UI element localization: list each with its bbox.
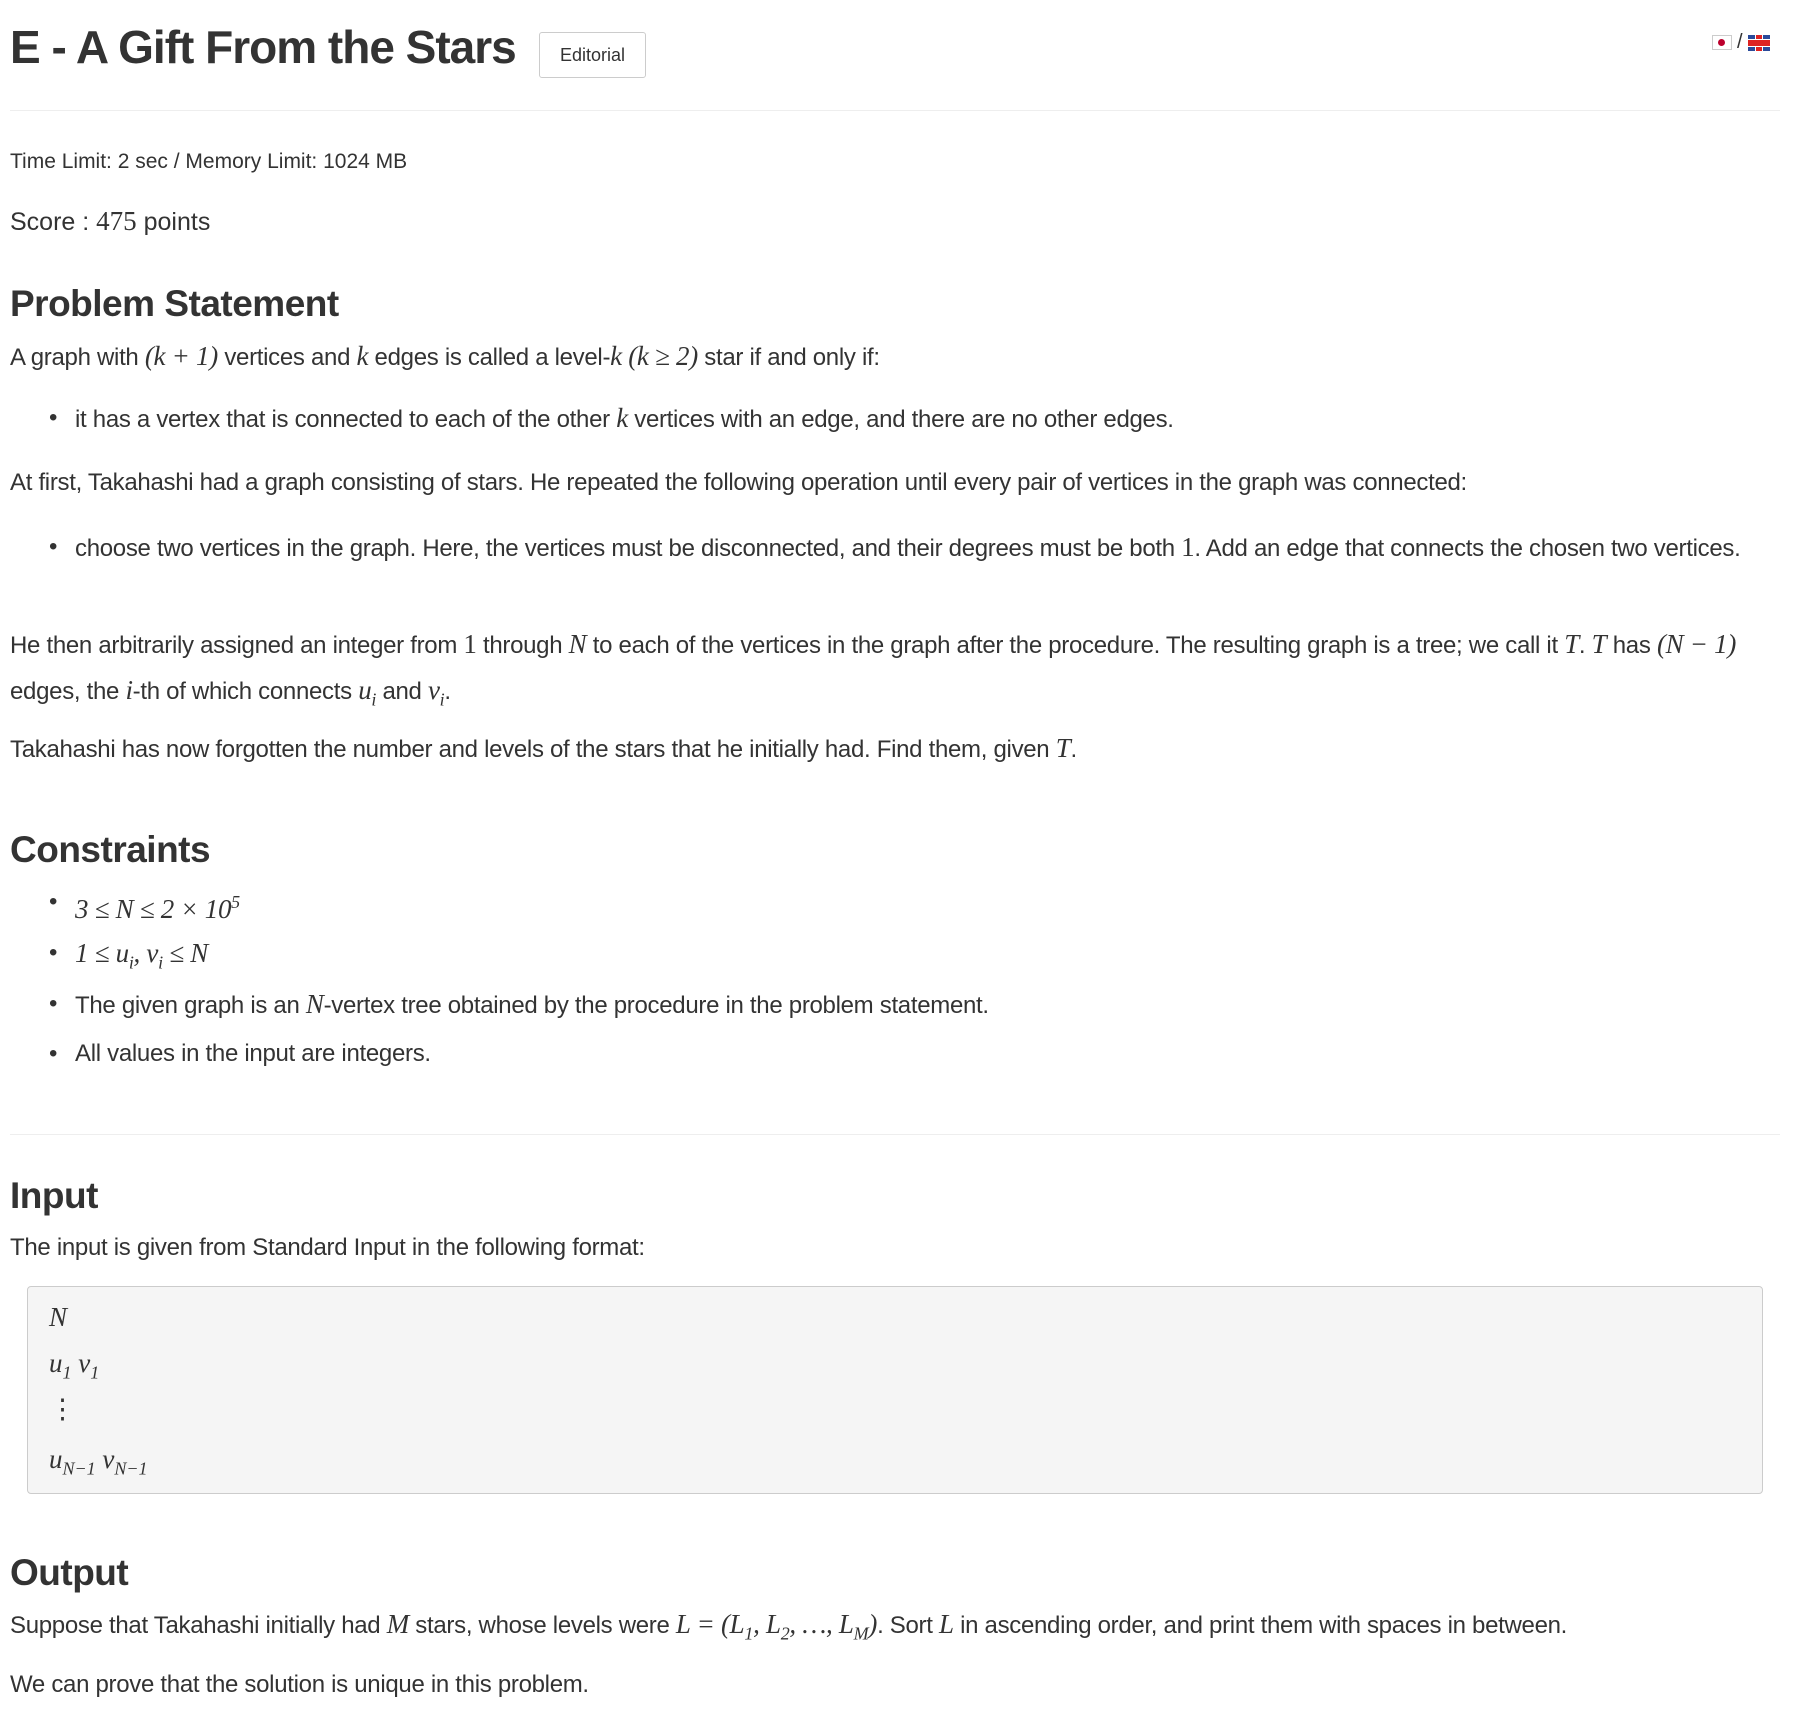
constraint-item xyxy=(49,933,1775,982)
list-item xyxy=(49,398,1775,440)
score-text xyxy=(10,206,210,237)
text-segment xyxy=(409,1612,676,1639)
text-segment xyxy=(324,992,989,1019)
segment-text: T xyxy=(1591,629,1607,659)
segment-text: 3 ≤ N ≤ 2 × 10 xyxy=(75,894,232,924)
segment-text: choose two vertices in the graph. Here, the vertices must be disconnected, and their degrees must be both xyxy=(75,535,1182,562)
subscript: N−1 xyxy=(114,1458,148,1479)
segment-text: k xyxy=(616,403,628,433)
input-heading: Input xyxy=(10,1175,98,1216)
constraint-text xyxy=(75,1040,431,1067)
subscript: 1 xyxy=(744,1623,754,1644)
subscript: i xyxy=(128,952,134,973)
segment-text: He then arbitrarily assigned an integer from xyxy=(10,632,464,659)
segment-text: vertices with an edge, and there are no other edges. xyxy=(627,406,1174,433)
text-segment xyxy=(75,535,1181,562)
language-switcher xyxy=(1712,31,1770,54)
paragraph xyxy=(10,460,1780,505)
math-expression xyxy=(357,341,369,371)
math-expression xyxy=(789,1609,869,1644)
math-expression xyxy=(75,894,240,924)
math-expression xyxy=(49,1302,67,1332)
text-segment xyxy=(10,469,1467,496)
paragraph xyxy=(10,1662,1780,1707)
text-segment xyxy=(698,344,880,371)
segment-text: L = (L xyxy=(675,1609,745,1639)
japanese-flag-icon[interactable] xyxy=(1712,35,1732,50)
bullet: • xyxy=(49,939,58,966)
segment-text: and xyxy=(376,678,428,705)
math-expression xyxy=(49,1444,96,1479)
math-expression xyxy=(628,341,698,371)
text-segment xyxy=(10,344,145,371)
constraint-text xyxy=(75,892,240,924)
text-segment xyxy=(376,678,428,705)
segment-text: (k ≥ 2) xyxy=(628,341,698,371)
segment-text: points xyxy=(136,208,211,236)
subscript: i xyxy=(371,689,377,710)
segment-text: T xyxy=(1055,733,1071,763)
segment-text: . xyxy=(1578,632,1592,659)
text-segment xyxy=(586,632,1564,659)
segment-text: Suppose that Takahashi initially had xyxy=(10,1612,387,1639)
math-expression xyxy=(1657,629,1736,659)
math-expression xyxy=(675,1609,754,1644)
segment-text: N xyxy=(305,989,324,1019)
segment-text: N xyxy=(568,629,587,659)
math-expression xyxy=(358,675,377,710)
text-segment xyxy=(628,406,1174,433)
segment-text: through xyxy=(476,632,569,659)
subscript: 1 xyxy=(62,1362,72,1383)
segment-text: , …, L xyxy=(789,1609,854,1639)
text-segment xyxy=(75,992,306,1019)
text-segment xyxy=(877,1612,939,1639)
output-heading: Output xyxy=(10,1552,129,1593)
segment-text: vertices and xyxy=(217,344,357,371)
segment-text: L xyxy=(938,1609,954,1639)
math-expression xyxy=(75,938,134,973)
segment-text: 1 xyxy=(463,629,477,659)
bullet: • xyxy=(49,404,58,431)
segment-text: . Sort xyxy=(877,1612,939,1639)
subscript: M xyxy=(853,1623,869,1644)
segment-text: -th of which connects xyxy=(132,678,359,705)
superscript: 5 xyxy=(231,892,240,912)
text-segment xyxy=(10,1612,387,1639)
segment-text: v xyxy=(427,675,440,705)
constraint-item xyxy=(49,1034,1775,1074)
segment-text: A graph with xyxy=(10,344,145,371)
text-segment xyxy=(218,344,357,371)
text-segment xyxy=(10,678,125,705)
math-expression xyxy=(133,938,163,973)
divider xyxy=(10,110,1780,111)
problem-title: E - A Gift From the Stars xyxy=(10,21,516,73)
segment-text: 475 xyxy=(96,206,137,236)
segment-text: Score : xyxy=(10,208,97,236)
constraint-text xyxy=(75,989,989,1019)
list-item-text xyxy=(75,403,1174,433)
subscript: 2 xyxy=(780,1623,790,1644)
math-expression xyxy=(95,1444,148,1479)
segment-text: ≤ N xyxy=(162,938,208,968)
divider xyxy=(10,1134,1780,1135)
input-description: The input is given from Standard Input in the following format: xyxy=(10,1234,645,1261)
math-expression xyxy=(125,675,132,705)
segment-text: k xyxy=(356,341,369,371)
paragraph xyxy=(10,622,1780,722)
constraint-item xyxy=(49,984,1775,1026)
segment-text: u xyxy=(358,675,372,705)
math-expression xyxy=(610,341,622,371)
math-expression xyxy=(49,1394,76,1424)
subscript: 1 xyxy=(90,1362,100,1383)
math-expression xyxy=(387,1609,409,1639)
segment-text: At first, Takahashi had a graph consisting of stars. He repeated the following operation until every pair of vertices in the graph was connected: xyxy=(10,469,1467,496)
text-segment xyxy=(133,678,359,705)
math-expression xyxy=(306,989,324,1019)
math-expression xyxy=(145,341,218,371)
math-expression xyxy=(163,938,208,968)
segment-text: All values in the input are integers. xyxy=(75,1040,431,1067)
math-expression xyxy=(569,629,587,659)
math-expression xyxy=(96,206,137,236)
segment-text: N xyxy=(49,1302,68,1332)
segment-text: stars, whose levels were xyxy=(408,1612,676,1639)
segment-text: it has a vertex that is connected to each of the other xyxy=(75,406,617,433)
text-segment xyxy=(10,1671,589,1698)
paragraph xyxy=(10,1602,1780,1656)
segment-text: u xyxy=(49,1348,63,1378)
problem-statement-heading: Problem Statement xyxy=(10,283,339,324)
bullet: • xyxy=(49,888,58,915)
segment-text: v xyxy=(95,1444,115,1474)
segment-text: ) xyxy=(868,1609,878,1639)
text-segment xyxy=(477,632,569,659)
math-expression xyxy=(1564,629,1579,659)
text-segment xyxy=(368,344,610,371)
text-segment xyxy=(10,736,1056,763)
text-segment xyxy=(137,208,211,236)
segment-text: i xyxy=(125,675,133,705)
math-expression xyxy=(49,1348,72,1383)
math-expression xyxy=(868,1609,877,1639)
segment-text: v xyxy=(71,1348,91,1378)
constraints-heading: Constraints xyxy=(10,829,211,870)
segment-text: . Add an edge that connects the chosen two vertices. xyxy=(1194,535,1741,562)
format-line xyxy=(49,1347,99,1383)
bullet: • xyxy=(49,990,58,1017)
lang-separator: / xyxy=(1737,31,1743,53)
segment-text: The given graph is an xyxy=(75,992,306,1019)
text-segment xyxy=(75,1040,431,1067)
segment-text: Takahashi has now forgotten the number and levels of the stars that he initially had. Find them, given xyxy=(10,736,1056,763)
text-segment xyxy=(10,208,96,236)
limits-text: Time Limit: 2 sec / Memory Limit: 1024 MB xyxy=(10,150,408,173)
segment-text: M xyxy=(386,1609,409,1639)
segment-text: star if and only if: xyxy=(697,344,880,371)
text-segment xyxy=(1579,632,1592,659)
english-flag-icon[interactable] xyxy=(1748,35,1770,51)
subscript: i xyxy=(158,952,163,973)
segment-text: . xyxy=(444,678,451,705)
segment-text: We can prove that the solution is unique in this problem. xyxy=(10,1671,589,1698)
text-segment xyxy=(1194,535,1740,562)
math-expression xyxy=(1056,733,1071,763)
paragraph xyxy=(10,726,1780,772)
segment-text: 1 ≤ u xyxy=(75,938,129,968)
math-expression xyxy=(753,1609,790,1644)
math-expression xyxy=(71,1348,100,1383)
editorial-button[interactable]: Editorial xyxy=(539,32,646,78)
text-segment xyxy=(1070,736,1076,763)
list-item xyxy=(49,525,1775,571)
math-expression xyxy=(1181,532,1194,562)
segment-text: -vertex tree obtained by the procedure in the problem statement. xyxy=(323,992,989,1019)
segment-text: in ascending order, and print them with spaces in between. xyxy=(953,1612,1568,1639)
segment-text: , L xyxy=(753,1609,781,1639)
segment-text: 1 xyxy=(1181,532,1195,562)
segment-text: ⋮ xyxy=(49,1394,76,1424)
segment-text: to each of the vertices in the graph after the procedure. The resulting graph is a tree; we call it xyxy=(586,632,1565,659)
segment-text: k xyxy=(610,341,622,371)
segment-text: (k + 1) xyxy=(144,341,218,371)
math-expression xyxy=(427,675,445,710)
list-item-text xyxy=(75,532,1741,562)
math-expression xyxy=(1592,629,1607,659)
input-format-box xyxy=(27,1286,1763,1494)
paragraph xyxy=(10,334,1780,380)
segment-text: T xyxy=(1564,629,1579,659)
text-segment xyxy=(954,1612,1567,1639)
subscript: i xyxy=(439,689,445,710)
segment-text: u xyxy=(49,1444,63,1474)
segment-text: has xyxy=(1606,632,1657,659)
segment-text: (N − 1) xyxy=(1656,629,1737,659)
math-expression xyxy=(616,403,628,433)
text-segment xyxy=(75,406,616,433)
format-line xyxy=(49,1443,148,1479)
text-segment xyxy=(10,632,463,659)
segment-text: edges, the xyxy=(10,678,126,705)
math-expression xyxy=(463,629,476,659)
segment-text: , v xyxy=(133,938,159,968)
segment-text: . xyxy=(1070,736,1077,763)
constraint-text xyxy=(75,938,208,973)
constraint-item xyxy=(49,882,1775,931)
math-expression xyxy=(939,1609,954,1639)
format-line xyxy=(49,1393,76,1425)
text-segment xyxy=(1606,632,1657,659)
format-line xyxy=(49,1301,67,1333)
bullet: • xyxy=(49,1040,58,1067)
segment-text: edges is called a level- xyxy=(368,344,611,371)
text-segment xyxy=(444,678,450,705)
subscript: N−1 xyxy=(62,1458,96,1479)
bullet: • xyxy=(49,533,58,560)
